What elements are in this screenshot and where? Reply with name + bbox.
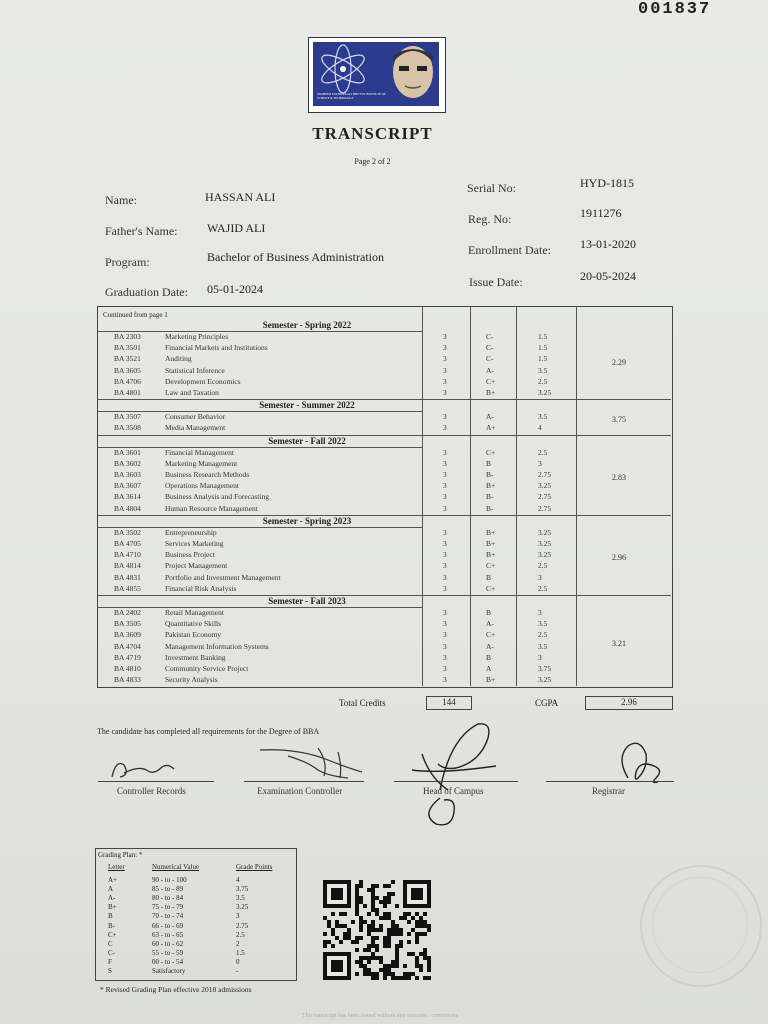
course-grade: B: [486, 652, 492, 662]
course-code: BA 3505: [114, 619, 141, 629]
course-title: Statistical Inference: [165, 365, 225, 375]
grading-plan-box: [95, 848, 297, 981]
course-credits: 3: [443, 664, 447, 673]
grade-letter: C: [108, 939, 113, 948]
semester-header-underline: [97, 527, 422, 528]
course-code: BA 3609: [114, 630, 141, 640]
course-title: Security Analysis: [165, 675, 218, 685]
grade-range: 80 - to - 84: [152, 894, 184, 903]
course-title: Pakistan Economy: [165, 630, 222, 640]
course-code: BA 4804: [114, 503, 141, 513]
course-grade-points: 2.5: [538, 583, 548, 593]
course-title: Business Research Methods: [165, 470, 250, 479]
cgpa-value: 2.96: [585, 696, 673, 710]
course-grade: B-: [486, 503, 494, 513]
semester-gpa: 2.29: [612, 357, 626, 367]
course-grade-points: 3.75: [538, 664, 552, 673]
course-grade-points: 3.5: [538, 619, 548, 629]
semester-title: Semester - Fall 2022: [268, 435, 346, 446]
course-grade: C-: [486, 354, 494, 364]
issue-date: 20-05-2024: [580, 269, 636, 283]
table-column-divider: [422, 306, 423, 686]
completion-statement: The candidate has completed all requirements for the Degree of BBA: [97, 727, 320, 736]
student-name: HASSAN ALI: [205, 190, 276, 204]
total-credits-value: 144: [426, 696, 472, 710]
signatory-head-of-campus: Head of Campus: [423, 786, 484, 796]
continued-note: Continued from page 1: [103, 311, 168, 319]
course-grade: C-: [486, 343, 494, 353]
table-column-divider: [470, 306, 471, 686]
grade-points: 0: [236, 957, 240, 966]
semester-title: Semester - Spring 2023: [262, 515, 352, 526]
document-title: TRANSCRIPT: [312, 124, 433, 143]
grade-points: 4: [236, 876, 240, 884]
semester-gpa: 2.83: [612, 473, 626, 483]
grade-range: Satisfactory: [152, 967, 186, 975]
semester-header-underline: [97, 607, 422, 608]
course-credits: 3: [443, 608, 447, 617]
course-grade-points: 3.5: [538, 412, 548, 422]
course-grade: A: [486, 664, 492, 673]
course-grade: B+: [486, 481, 496, 491]
course-grade: C+: [486, 630, 496, 640]
grade-letter: B: [108, 912, 113, 921]
course-grade-points: 3: [538, 572, 542, 582]
course-grade-points: 2.75: [538, 470, 552, 479]
course-code: BA 4831: [114, 572, 141, 582]
grade-letter: S: [108, 967, 112, 975]
course-credits: 3: [443, 447, 447, 457]
course-grade-points: 3.25: [538, 388, 552, 397]
course-title: Quantitative Skills: [165, 619, 222, 629]
grade-points: -: [236, 967, 239, 975]
grade-range: 75 - to - 79: [152, 903, 184, 912]
grade-letter: C-: [108, 948, 115, 957]
course-credits: 3: [443, 539, 447, 548]
course-code: BA 4705: [114, 539, 141, 548]
grading-header-numerical: Numerical Value: [152, 863, 200, 871]
institute-logo: [308, 37, 446, 113]
semester-title: Semester - Summer 2022: [259, 400, 355, 411]
course-credits: 3: [443, 481, 447, 491]
signature-line: [98, 781, 214, 782]
course-title: Project Management: [165, 561, 228, 571]
program-label: Program:: [105, 255, 150, 269]
grade-range: 60 - to - 62: [152, 939, 184, 948]
course-code: BA 3507: [114, 412, 141, 422]
course-grade-points: 1.5: [538, 343, 548, 353]
course-title: Business Project: [165, 550, 215, 560]
course-grade-points: 2.5: [538, 376, 548, 386]
course-grade: C+: [486, 376, 496, 386]
reg-label: Reg. No:: [468, 212, 512, 226]
course-credits: 3: [443, 354, 447, 364]
course-title: Business Analysis and Forecasting: [165, 492, 269, 502]
course-code: BA 4710: [114, 550, 141, 560]
course-code: BA 3601: [114, 447, 141, 457]
course-grade-points: 2.5: [538, 447, 548, 457]
course-grade-points: 3.25: [538, 527, 552, 537]
issue-date-label: Issue Date:: [469, 275, 523, 289]
table-column-divider: [516, 306, 517, 686]
semester-gpa: 3.75: [612, 415, 626, 425]
course-grade: C+: [486, 447, 496, 457]
signatory-controller-records: Controller Records: [117, 786, 186, 796]
course-code: BA 4719: [114, 652, 141, 662]
grade-points: 3: [236, 912, 240, 921]
course-code: BA 2303: [114, 332, 141, 341]
course-credits: 3: [443, 675, 447, 685]
grade-letter: C+: [108, 930, 117, 939]
cgpa-label: CGPA: [535, 698, 559, 708]
course-credits: 3: [443, 630, 447, 640]
course-grade: B+: [486, 539, 496, 548]
grade-points: 3.25: [236, 903, 249, 912]
course-grade: C-: [486, 332, 494, 341]
signature-line: [394, 781, 518, 782]
course-grade: B-: [486, 470, 494, 479]
course-code: BA 3508: [114, 423, 141, 433]
semester-title: Semester - Fall 2023: [268, 596, 346, 606]
grade-points: 3.75: [236, 885, 249, 894]
course-grade: B: [486, 458, 492, 468]
enrollment-date: 13-01-2020: [580, 237, 636, 251]
course-credits: 3: [443, 423, 447, 433]
course-grade: A-: [486, 619, 494, 629]
course-title: Development Economics: [165, 376, 241, 386]
logo-caption: SHAHEED ZULFIKAR ALI BHUTTO INSTITUTE OF SCIENCE & TECHNOLOGY: [317, 92, 386, 100]
footer-note: This transcript has been issued without any erasures / corrections: [301, 1013, 459, 1019]
course-code: BA 4801: [114, 388, 141, 397]
course-code: BA 3502: [114, 527, 141, 537]
grade-range: 55 - to - 59: [152, 948, 184, 957]
semester-header-underline: [97, 331, 422, 332]
course-credits: 3: [443, 492, 447, 502]
course-code: BA 3605: [114, 365, 141, 375]
course-code: BA 4706: [114, 376, 141, 386]
registrar-signature: [612, 738, 672, 791]
course-title: Human Resource Management: [165, 503, 258, 513]
course-grade: B+: [486, 388, 496, 397]
course-credits: 3: [443, 652, 447, 662]
grade-points: 2.75: [236, 921, 249, 930]
course-credits: 3: [443, 561, 447, 571]
course-grade-points: 3: [538, 458, 542, 468]
course-code: BA 3614: [114, 492, 141, 502]
graduation-date-label: Graduation Date:: [105, 285, 188, 299]
course-grade: B+: [486, 550, 496, 560]
semester-header-underline: [97, 447, 422, 448]
grade-letter: B-: [108, 921, 115, 930]
grade-letter: A+: [108, 876, 118, 884]
course-title: Consumer Behavior: [165, 412, 226, 422]
table-column-divider: [576, 306, 577, 686]
course-grade-points: 4: [538, 423, 542, 433]
grading-header-points: Grade Points: [236, 863, 273, 871]
semester-header-underline: [97, 411, 422, 412]
course-grade: C+: [486, 561, 496, 571]
course-credits: 3: [443, 641, 447, 651]
course-grade: A-: [486, 641, 494, 651]
course-title: Investment Banking: [165, 652, 226, 662]
course-credits: 3: [443, 458, 447, 468]
course-title: Financial Management: [165, 447, 234, 457]
course-credits: 3: [443, 388, 447, 397]
head-of-campus-signature: [400, 718, 500, 835]
controller-records-signature: [110, 755, 180, 788]
course-credits: 3: [443, 503, 447, 513]
course-code: BA 3607: [114, 481, 141, 491]
course-grade-points: 1.5: [538, 354, 548, 364]
serial-number: HYD-1815: [580, 176, 634, 190]
course-code: BA 3603: [114, 470, 141, 479]
enrollment-date-label: Enrollment Date:: [468, 243, 551, 257]
course-grade: A-: [486, 365, 494, 375]
grading-plan-title: Grading Plan: *: [98, 851, 143, 859]
course-credits: 3: [443, 376, 447, 386]
course-title: Media Management: [165, 423, 226, 433]
course-title: Retail Management: [165, 608, 224, 617]
course-grade: B: [486, 608, 492, 617]
course-code: BA 4704: [114, 641, 141, 651]
course-title: Marketing Principles: [165, 332, 229, 341]
course-grade: B: [486, 572, 492, 582]
course-grade-points: 3.25: [538, 675, 552, 685]
course-title: Portfolio and Investment Management: [165, 572, 281, 582]
course-code: BA 3521: [114, 354, 141, 364]
total-credits-label: Total Credits: [339, 698, 386, 708]
course-grade-points: 3: [538, 608, 542, 617]
course-grade-points: 3.25: [538, 539, 552, 548]
course-credits: 3: [443, 365, 447, 375]
course-grade-points: 3.5: [538, 641, 548, 651]
grade-letter: F: [108, 957, 112, 966]
course-credits: 3: [443, 527, 447, 537]
course-grade-points: 1.5: [538, 332, 548, 341]
course-credits: 3: [443, 332, 447, 341]
course-credits: 3: [443, 412, 447, 422]
course-code: BA 3602: [114, 458, 141, 468]
course-grade-points: 3.5: [538, 365, 548, 375]
course-grade-points: 2.75: [538, 492, 552, 502]
course-credits: 3: [443, 583, 447, 593]
course-grade-points: 2.75: [538, 503, 552, 513]
course-credits: 3: [443, 550, 447, 560]
course-code: BA 4814: [114, 561, 141, 571]
grade-points: 3.5: [236, 894, 245, 903]
grade-letter: B+: [108, 903, 117, 912]
course-grade-points: 3: [538, 652, 542, 662]
course-title: Financial Markets and Institutions: [165, 343, 268, 353]
signature-line: [546, 781, 674, 782]
course-grade: B+: [486, 675, 496, 685]
course-title: Marketing Management: [165, 458, 238, 468]
grade-range: 66 - to - 69: [152, 921, 184, 930]
grade-points: 2: [236, 939, 240, 948]
course-credits: 3: [443, 619, 447, 629]
course-grade: C+: [486, 583, 496, 593]
course-title: Management Information Systems: [165, 641, 269, 651]
graduation-date: 05-01-2024: [207, 282, 263, 296]
course-grade-points: 3.25: [538, 481, 552, 491]
course-grade-points: 2.5: [538, 630, 548, 640]
course-credits: 3: [443, 470, 447, 479]
course-code: BA 4833: [114, 675, 141, 685]
signatory-registrar: Registrar: [592, 786, 625, 796]
grade-range: 90 - to - 100: [152, 876, 187, 884]
course-title: Financial Risk Analysis: [165, 583, 237, 593]
course-grade-points: 2.5: [538, 561, 548, 571]
grade-points: 2.5: [236, 930, 245, 939]
verification-qr-code: [323, 880, 431, 980]
father-name: WAJID ALI: [207, 221, 266, 235]
course-grade: A+: [486, 423, 496, 433]
semester-title: Semester - Spring 2022: [262, 320, 352, 330]
course-title: Entrepreneurship: [165, 527, 217, 537]
course-credits: 3: [443, 343, 447, 353]
course-grade-points: 3.25: [538, 550, 552, 560]
grade-range: 00 - to - 54: [152, 957, 184, 966]
serial-label: Serial No:: [467, 181, 516, 195]
institute-embossed-seal-inner: [652, 877, 748, 973]
grade-range: 70 - to - 74: [152, 912, 184, 921]
semester-gpa: 3.21: [612, 639, 626, 649]
grade-letter: A-: [108, 894, 116, 903]
semester-gpa: 2.96: [612, 553, 626, 563]
grade-points: 1.5: [236, 948, 245, 957]
page-number: Page 2 of 2: [354, 157, 391, 166]
reg-number: 1911276: [580, 206, 622, 220]
course-credits: 3: [443, 572, 447, 582]
signatory-examination-controller: Examination Controller: [257, 786, 343, 796]
course-code: BA 4855: [114, 583, 141, 593]
course-grade: B+: [486, 527, 496, 537]
course-code: BA 4810: [114, 664, 141, 673]
grade-letter: A: [108, 885, 114, 894]
program-name: Bachelor of Business Administration: [207, 250, 384, 264]
name-label: Name:: [105, 193, 137, 207]
grading-header-letter: Letter: [108, 863, 125, 871]
course-code: BA 2402: [114, 608, 141, 617]
course-title: Operations Management: [165, 481, 239, 491]
grade-range: 63 - to - 65: [152, 930, 184, 939]
course-title: Community Service Project: [165, 664, 249, 673]
document-serial-number: 001837: [638, 0, 712, 19]
course-grade: A-: [486, 412, 494, 422]
grading-plan-note: * Revised Grading Plan effective 2018 admissions: [100, 985, 252, 994]
course-code: BA 3501: [114, 343, 141, 353]
course-grade: B-: [486, 492, 494, 502]
course-title: Auditing: [165, 354, 192, 364]
father-name-label: Father's Name:: [105, 224, 178, 238]
grade-range: 85 - to - 89: [152, 885, 184, 894]
signature-line: [244, 781, 364, 782]
course-title: Law and Taxation: [165, 388, 219, 397]
course-title: Services Marketing: [165, 539, 224, 548]
